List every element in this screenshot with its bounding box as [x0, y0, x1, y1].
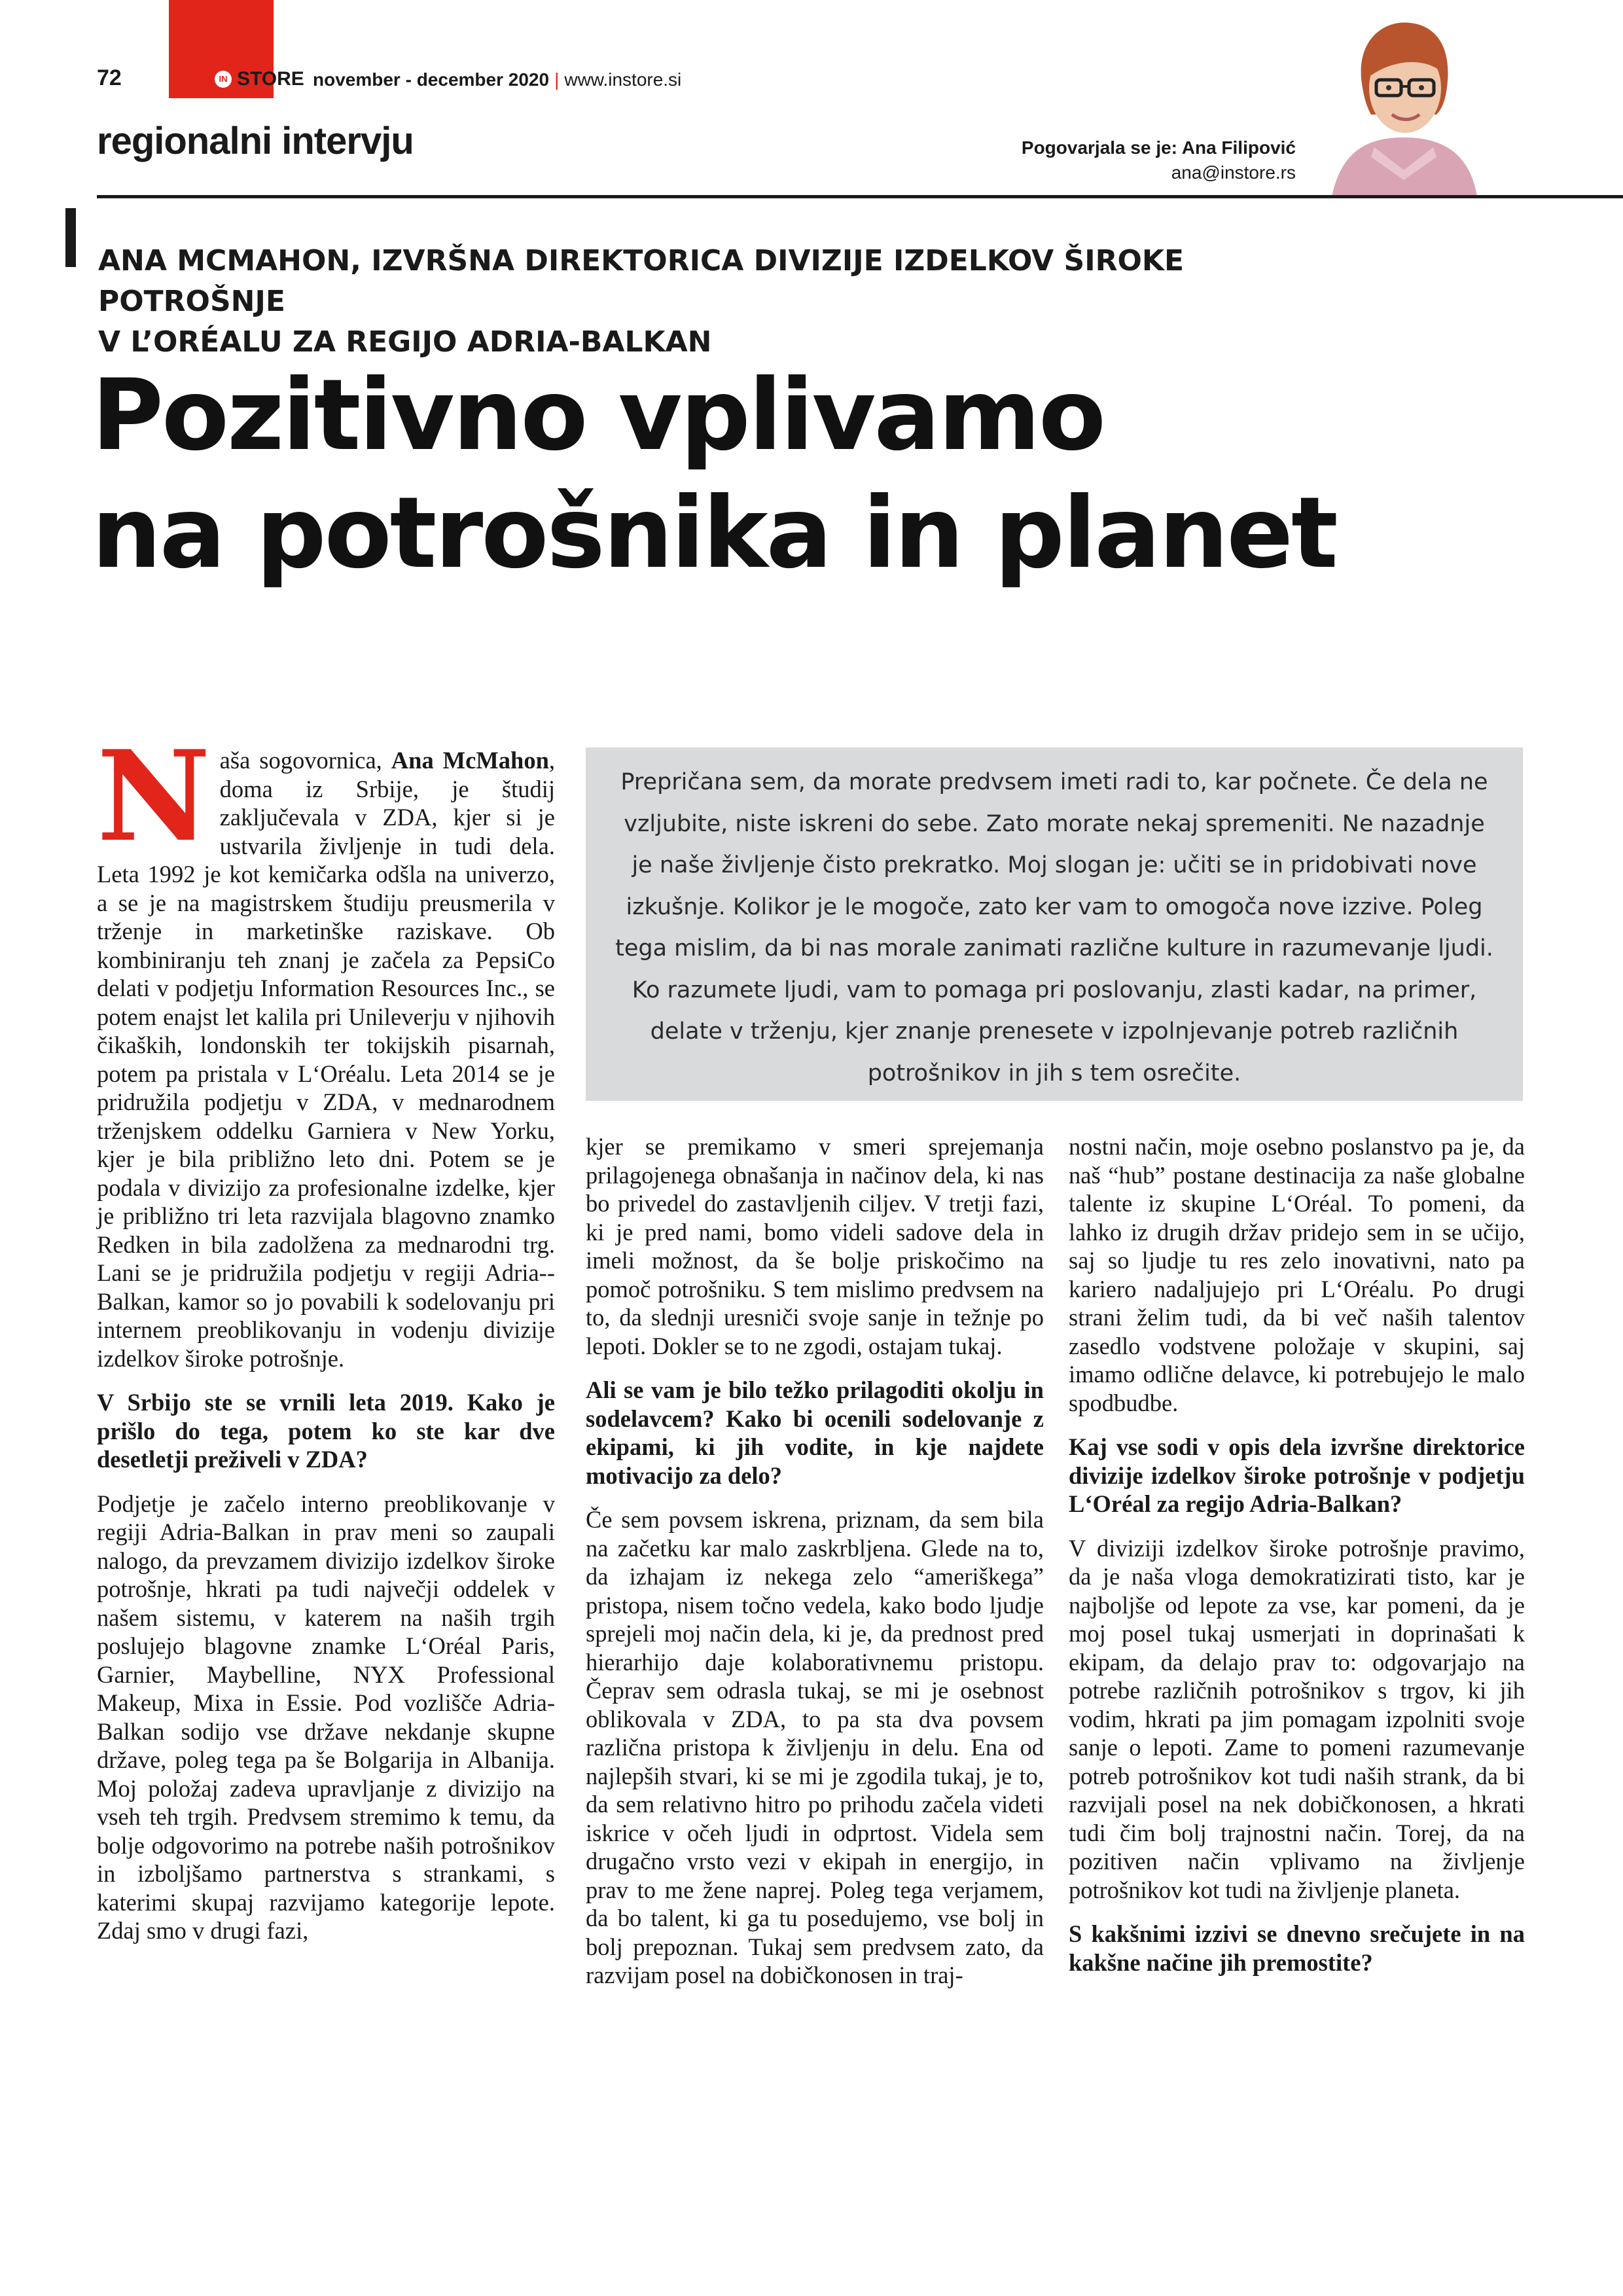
column-2 [586, 1132, 1044, 2005]
byline [1022, 137, 1296, 183]
portrait-illustration [1306, 7, 1502, 196]
answer-2-continued: nostni način, moje osebno poslanstvo pa je, da naš “hub” postane destinacija za naše globalne talente iz skupine L‘Oréal. To pomeni, da lahko iz drugih držav pridejo sem in se učijo, saj so ljudje tu res zelo inovativni, nato pa kariero nadaljujejo pri L‘Oréalu. Po drugi strani želim tudi, da bi več naših talentov zasedlo vodstvene položaje v skupini, saj imamo odlične delavce, ki potrebujejo le malo spodbudbe. [1069, 1133, 1525, 1416]
question-1: V Srbijo ste se vrnili leta 2019. Kako je prišlo do tega, potem ko ste kar dve desetletji preživeli v ZDA? [97, 1389, 555, 1473]
question-4: S kakšnimi izzivi se dnevno srečujete in na kakšne načine jih premostite? [1069, 1920, 1525, 1976]
question-3: Kaj vse sodi v opis dela izvršne direktorice divizije izdelkov široke potrošnje v podjetju L‘Oréal za regijo Adria-Balkan? [1069, 1433, 1525, 1517]
author-portrait [1306, 7, 1502, 196]
issue-date: november - december 2020 [313, 69, 550, 90]
answer-2: Če sem povsem iskrena, priznam, da sem bila na začetku kar malo zaskrbljena. Glede na to, da izhajam iz nekega zelo “ameriškega” pristopa, nisem točno vedela, kako bodo ljudje sprejeli moj način dela, ki je, da prednost pred hierarhijo daje kolaborativnemu pristopu. Čeprav sem odrasla tukaj, se mi je osebnost oblikovala v ZDA, to pa sta dva povsem različna pristopa k življenju in delu. Ena od najlepših stvari, ki se mi je zgodila tukaj, je to, da sem relativno hitro po prihodu začela videti iskrice v očeh ljudi in odprtost. Videla sem drugačno vrsto vezi v ekipah in energijo, in prav to me žene naprej. Poleg tega verjamem, da bo talent, ki ga tu posedujemo, vse bolj in bolj prepoznan. Tukaj sem predvsem zato, da razvijam posel na dobičkonosen in traj- [586, 1506, 1044, 1988]
kicker-line-1: ANA MCMAHON, IZVRŠNA DIREKTORICA DIVIZIJE IZDELKOV ŠIROKE POTROŠNJE [98, 244, 1185, 318]
pull-quote [586, 747, 1523, 1101]
kicker-bar [65, 208, 76, 267]
column-1 [97, 723, 555, 1961]
answer-1-continued: kjer se premikamo v smeri sprejemanja prilagojenega obnašanja in načinov dela, ki nas bo privedel do zastavljenih ciljev. V tretji fazi, ki je pred nami, bomo videli sadove dela in imeli možnost, da še bolje priskočimo na pomoč potrošniku. S tem mislimo predvsem na to, da slednji uresniči svoje sanje in težnje po lepoti. Dokler se to ne zgodi, ostajam tukaj. [586, 1133, 1044, 1359]
question-2: Ali se vam je bilo težko prilagoditi okolju in sodelavcem? Kako bi ocenili sodelovanje z ekipami, ki jih vodite, in kje najdete motivacijo za delo? [586, 1376, 1044, 1489]
answer-3: V diviziji izdelkov široke potrošnje pravimo, da je naša vloga demokratizirati tisto, kar je najboljše od lepote za vse, kar pomeni, da je moj posel tukaj usmerjati in doprinašati k ekipam, da delajo prav to: odgovarjajo na potrebe različnih potrošnikov s trgov, ki jih vodim, hkrati pa jim pomagam izpolniti svoje sanje o lepoti. Zame to pomeni razumevanje potreb potrošnikov kot tudi naših strank, da bi razvijali posel na nek dobičkonosen, a hkrati tudi čim bolj trajnostni način. Torej, da na pozitiven način vplivamo na življenje potrošnikov kot tudi na življenje planeta. [1069, 1534, 1525, 1903]
article-title [92, 357, 1597, 592]
title-line-1: Pozitivno vplivamo [92, 359, 1105, 473]
answer-1: Podjetje je začelo interno preoblikovanje v regiji Adria-Balkan in prav meni so zaupali nalogo, da prevzamem divizijo izdelkov široke potrošnje, hkrati pa tudi največji oddelek v našem sistemu, v katerem na naših trgih poslujejo blagovne znamke L‘Oréal Paris, Garnier, Maybelline, NYX Professional Makeup, Mixa in Essie. Pod vozlišče Adria-Balkan sodijo vse države nekdanje skupne države, poleg tega pa še Bolgarija in Albanija. Moj položaj zadeva upravljanje z divizijo na vseh teh trgih. Predvsem stremimo k temu, da bolje odgovorimo na potrebe naših potrošnikov in izboljšamo partnerstva s strankami, s katerimi skupaj razvijamo kategorije lepote. Zdaj smo v drugi fazi, [97, 1490, 555, 1944]
issue-separator: | [554, 69, 560, 90]
pull-quote-text: Prepričana sem, da morate predvsem imeti radi to, kar počnete. Če dela ne vzljubite, niste iskreni do sebe. Zato morate nekaj spremeniti. Ne nazadnje je naše življenje čisto prekratko. Moj slogan je: učiti se in pridobivati nove izkušnje. Kolikor je le mogoče, zato ker vam to omogoča nove izzive. Poleg tega mislim, da bi nas morale zanimati različne kulture in razumevanje ljudi. Ko razumete ljudi, vam to pomaga pri poslovanju, zlasti kadar, na primer, delate v trženju, kjer znanje prenesete v izpolnjevanje potreb različnih potrošnikov in jih s tem osrečite. [615, 769, 1493, 1086]
logo-text: STORE [237, 68, 304, 90]
article-kicker [98, 241, 1342, 363]
logo-badge: IN [215, 71, 232, 88]
interviewee-name: Ana McMahon [391, 747, 549, 774]
header-rule [97, 195, 1623, 198]
title-line-2: na potrošnika in planet [92, 476, 1336, 590]
page-number: 72 [97, 65, 122, 90]
drop-cap: N [97, 723, 211, 869]
kicker-line-2: V L’ORÉALU ZA REGIJO ADRIA-BALKAN [98, 325, 712, 359]
column-3 [1069, 1132, 1525, 1992]
issue-info [313, 69, 681, 90]
section-title: regionalni intervju [97, 120, 414, 162]
author-email: ana@instore.rs [1171, 162, 1296, 183]
magazine-logo [215, 68, 304, 90]
intro-paragraph: Naša sogovornica, Ana McMahon, doma iz Srbije, je študij zaključevala v ZDA, kjer si je ustvarila življenje in tudi dela. Leta 1992 je kot kemičarka odšla na univerzo, a se je na magistrskem študiju preusmerila v trženje in marketinške raziskave. Ob kombiniranju teh znanj je začela za PepsiCo delati v podjetju Information Resources Inc., se potem enajst let kalila pri Unileverju v njihovih čikaških, londonskih ter tokijskih pisarnah, potem pa pristala v L‘Oréalu. Leta 2014 se je pridružila podjetju v ZDA, v mednarodnem trženjskem oddelku Garniera v New Yorku, kjer je bila približno leto dni. Potem se je podala v divizijo za profesionalne izdelke, kjer je približno tri leta razvijala blagovno znamko Redken in bila zadolžena za mednarodni trg. Lani se je pridružila podjetju v regiji Adria--Balkan, kamor so jo povabili k sodelovanju pri internem preoblikovanju in vodenju divizije izdelkov široke potrošnje. [97, 723, 555, 1372]
website-url: www.instore.si [564, 69, 682, 90]
author-name: Pogovarjala se je: Ana Filipović [1021, 137, 1296, 158]
